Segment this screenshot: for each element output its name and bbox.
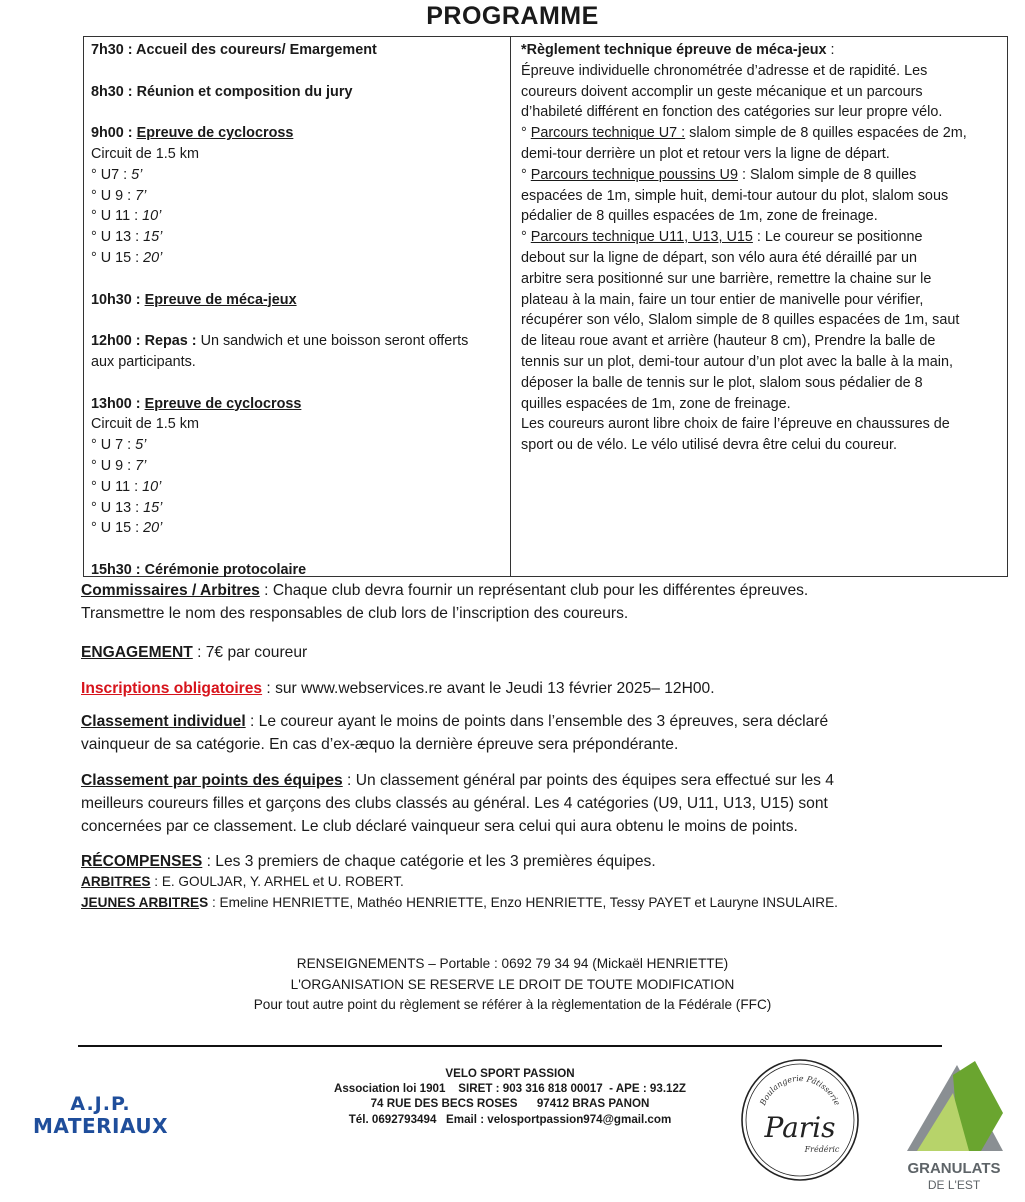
circuit-length: Circuit de 1.5 km [91,145,199,162]
commissaires-section: Commissaires / Arbitres : Chaque club devra fournir un représentant club pour les différentes épreuves. Transmettre le nom des responsables de club lors de l’inscription des coureurs. [81,582,809,622]
category-duration: ° U 11 : 10’ [91,208,162,225]
circuit-length: Circuit de 1.5 km [91,416,199,433]
classement-equipes-section: Classement par points des équipes : Un classement général par points des équipes sera effectué sur les 4 meilleurs coureurs filles et garçons des clubs classés au général. Les 4 catégories (U9, U11, U13, U15) sont concernées par ce classement. Le club déclaré vainqueur sera celui qui aura obtenu le moins de points. [81,772,834,835]
schedule-column [84,37,511,576]
paris-bakery-logo [738,1057,862,1183]
rules-column [511,37,1007,576]
rules-intro-line: Épreuve individuelle chronométrée d’adresse et de rapidité. Les [521,62,928,79]
page-title: PROGRAMME [426,2,599,30]
schedule-lunch: 12h00 : Repas : Un sandwich et une boisson seront offerts [91,333,469,350]
ajp-materiaux-logo: A.J.P. MATERIAUX [33,1093,168,1138]
category-duration: ° U 9 : 7’ [91,457,147,474]
granulats-line1: GRANULATS [907,1160,1001,1177]
footer-org [290,1066,730,1127]
rules-u11-cont: plateau à la main, faire un tour entier de manivelle pour vérifier, [521,291,924,308]
rules-u11-cont: arbitre sera positionné sur une barrière, remettre la chaine sur le [521,270,932,287]
category-duration: ° U 15 : 20’ [91,249,163,266]
paris-name: Paris [764,1111,836,1144]
footer-divider [78,1045,942,1047]
rules-u11-cont: déposer la balle de tennis sur le plot, slalom sous pédalier de 8 [521,374,923,391]
rules-u11-cont: de liteau roue avant et arrière (hauteur 8 cm), Prendre la balle de [521,333,936,350]
rules-u11-cont: récupérer son vélo, Slalom simple de 8 quilles espacées de 1m, saut [521,312,960,329]
paris-arc-text: Boulangerie Pâtisserie [758,1073,842,1107]
rules-u11-cont: debout sur la ligne de départ, son vélo aura été déraillé par un [521,249,918,266]
schedule-cyclocross-afternoon: 13h00 : Epreuve de cyclocross [91,395,302,412]
rules-u11: ° Parcours technique U11, U13, U15 : Le coureur se positionne [521,229,923,246]
engagement-section: ENGAGEMENT : 7€ par coureur [81,644,308,661]
inscriptions-label: Inscriptions obligatoires [81,680,263,697]
rules-intro-line: coureurs doivent accomplir un geste mécanique et un parcours [521,83,923,100]
schedule-cyclocross-morning: 9h00 : Epreuve de cyclocross [91,125,294,142]
rules-u9-cont: espacées de 1m, simple huit, demi-tour autour du plot, slalom sous [521,187,949,204]
rules-outro-line: Les coureurs auront libre choix de faire l’épreuve en chaussures de [521,416,950,433]
rules-u9-cont: pédalier de 8 quilles espacées de 1m, zone de freinage. [521,208,878,225]
granulats-de-lest-logo [893,1053,1015,1193]
org-address: 74 RUE DES BECS ROSES 97412 BRAS PANON [370,1097,650,1111]
paris-sub: Frédéric [804,1145,840,1154]
org-contact: Tél. 0692793494 Email : velosportpassion974@gmail.com [348,1112,672,1126]
category-duration: ° U 15 : 20’ [91,520,163,537]
inscriptions-section: Inscriptions obligatoires : sur www.webservices.re avant le Jeudi 13 février 2025– 12H00. [81,680,715,697]
recompenses-section: RÉCOMPENSES : Les 3 premiers de chaque catégorie et les 3 premières équipes. [81,853,656,870]
rules-u7-cont: demi-tour derrière un plot et retour vers la ligne de départ. [521,145,890,162]
granulats-line2: DE L'EST [927,1178,981,1192]
info-block [0,954,1025,1016]
schedule-meca-jeux: 10h30 : Epreuve de méca-jeux [91,291,297,308]
rules-intro-line: d’habileté différent en fonction des catégories sur leur propre vélo. [521,104,943,121]
info-renseignements: RENSEIGNEMENTS – Portable : 0692 79 34 94 (Mickaël HENRIETTE) [296,956,729,971]
schedule-jury: 8h30 : Réunion et composition du jury [91,83,353,100]
org-legal: Association loi 1901 SIRET : 903 316 818 00017 - APE : 93.12Z [333,1082,687,1096]
org-name: VELO SPORT PASSION [445,1067,575,1080]
rules-u11-cont: quilles espacées de 1m, zone de freinage. [521,395,791,412]
rules-outro-line: sport ou de vélo. Le vélo utilisé devra être celui du coureur. [521,437,897,454]
arbitres-line: ARBITRES : E. GOULJAR, Y. ARHEL et U. ROBERT. [81,874,404,889]
schedule-welcome: 7h30 : Accueil des coureurs/ Emargement [91,42,377,58]
svg-text:Boulangerie Pâtisserie [758,1074,842,1108]
info-reglement: Pour tout autre point du règlement se référer à la règlementation de la Fédérale (FFC) [253,997,772,1013]
category-duration: ° U 13 : 15’ [91,499,163,516]
rules-u11-cont: tennis sur un plot, demi-tour autour d’un plot avec la balle à la main, [521,353,953,370]
schedule-ceremony: 15h30 : Cérémonie protocolaire [91,561,307,578]
category-duration: ° U 9 : 7’ [91,187,147,204]
rules-heading: *Règlement technique épreuve de méca-jeux : [521,42,835,58]
jeunes-arbitres-line: JEUNES ARBITRES : Emeline HENRIETTE, Mathéo HENRIETTE, Enzo HENRIETTE, Tessy PAYET et Lauryne INSULAIRE. [81,895,838,910]
category-duration: ° U 11 : 10’ [91,478,162,495]
schedule-lunch-cont: aux participants. [91,353,196,370]
classement-individuel-section: Classement individuel : Le coureur ayant le moins de points dans l’ensemble des 3 épreuves, sera déclaré vainqueur de sa catégorie. En cas d’ex-æquo la dernière épreuve sera prépondérante. [81,713,829,753]
category-duration: ° U 13 : 15’ [91,229,163,246]
programme-table [83,36,1008,577]
category-duration: ° U7 : 5’ [91,166,143,183]
rules-u7: ° Parcours technique U7 : slalom simple de 8 quilles espacées de 2m, [521,125,967,142]
category-duration: ° U 7 : 5’ [91,437,147,454]
info-organisation: L'ORGANISATION SE RESERVE LE DROIT DE TOUTE MODIFICATION [290,976,735,992]
rules-u9: ° Parcours technique poussins U9 : Slalom simple de 8 quilles [521,166,917,183]
